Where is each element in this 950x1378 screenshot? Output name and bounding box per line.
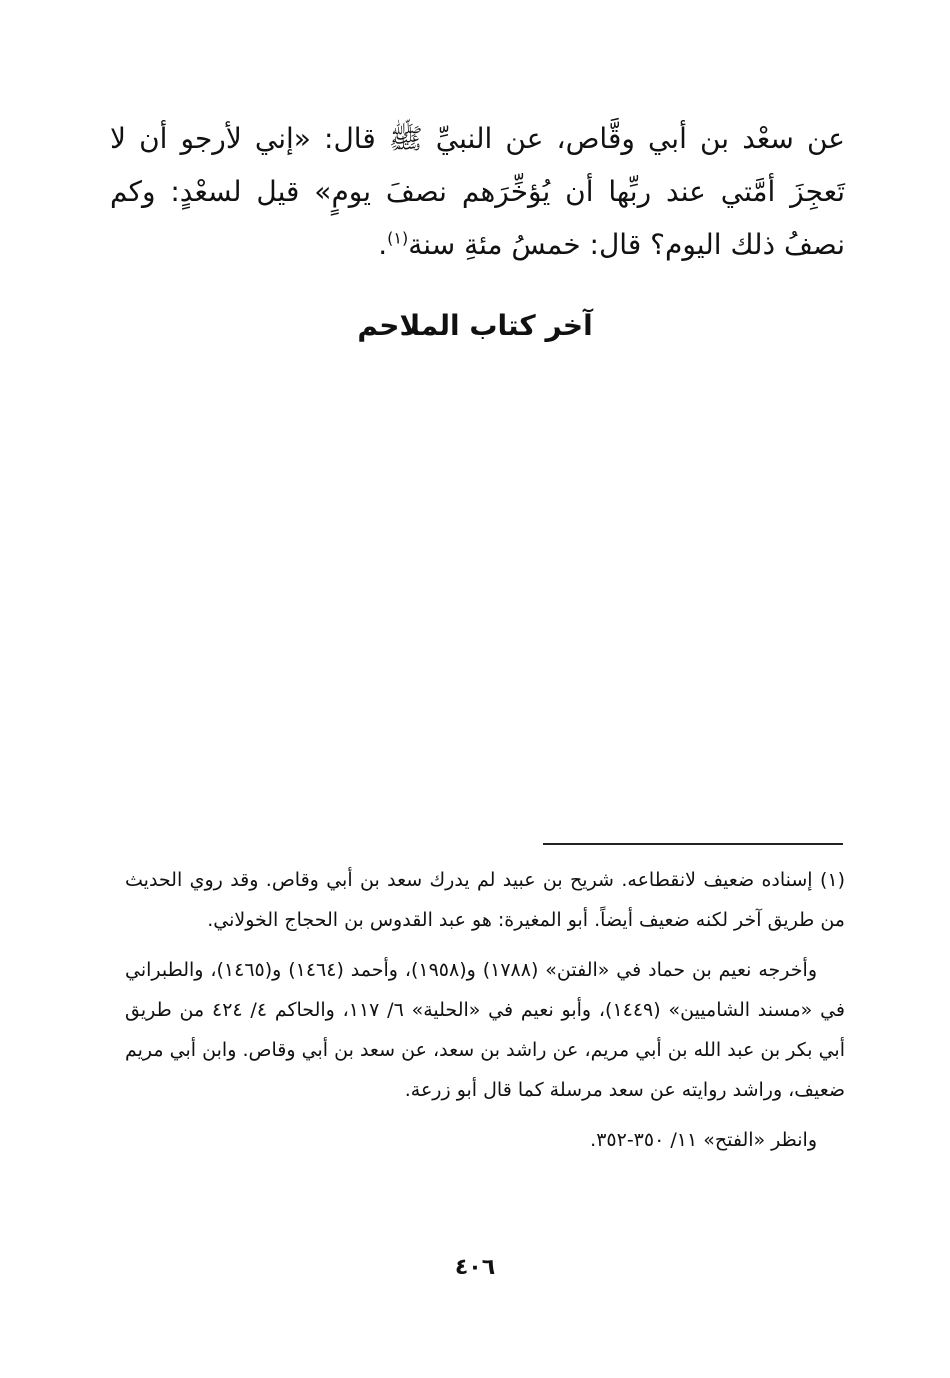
hadith-end-period: . (378, 228, 388, 261)
hadith-text: عن سعْد بن أبي وقَّاص، عن النبيِّ ﷺ قال: «إني لأرجو أن لا تَعجِزَ أمَّتي عند ربِّها أن يُؤخِّرَهم نصفَ يومٍ» قيل لسعْدٍ: وكم نصفُ ذلك اليوم؟ قال: خمسُ مئةِ سنة (110, 122, 845, 261)
footnote-1-paragraph-2: وأخرجه نعيم بن حماد في «الفتن» (١٧٨٨) و(١٩٥٨)، وأحمد (١٤٦٤) و(١٤٦٥)، والطبراني في «مسند الشاميين» (١٤٤٩)، وأبو نعيم في «الحلية» ٦/ ١١٧، والحاكم ٤/ ٤٢٤ من طريق أبي بكر بن عبد الله بن أبي مريم، عن راشد بن سعد، عن سعد بن أبي وقاص. وابن أبي مريم ضعيف، وراشد روايته عن سعد مرسلة كما قال أبو زرعة. (125, 959, 845, 1101)
footnote-1-paragraph-3: وانظر «الفتح» ١١/ ٣٥٠-٣٥٢. (590, 1129, 817, 1151)
footnote-divider (543, 843, 843, 845)
section-title: آخر كتاب الملاحم (357, 309, 593, 342)
footnote-reference: (١) (387, 228, 409, 248)
footnote-1-paragraph-1: (١) إسناده ضعيف لانقطاعه. شريح بن عبيد لم يدرك سعد بن أبي وقاص. وقد روي الحديث من طريق آخر لكنه ضعيف أيضاً. أبو المغيرة: هو عبد القدوس بن الحجاج الخولاني. (125, 869, 845, 931)
page-number: ٤٠٦ (454, 1255, 496, 1280)
footnotes-block (125, 860, 845, 1170)
hadith-paragraph (110, 112, 845, 271)
